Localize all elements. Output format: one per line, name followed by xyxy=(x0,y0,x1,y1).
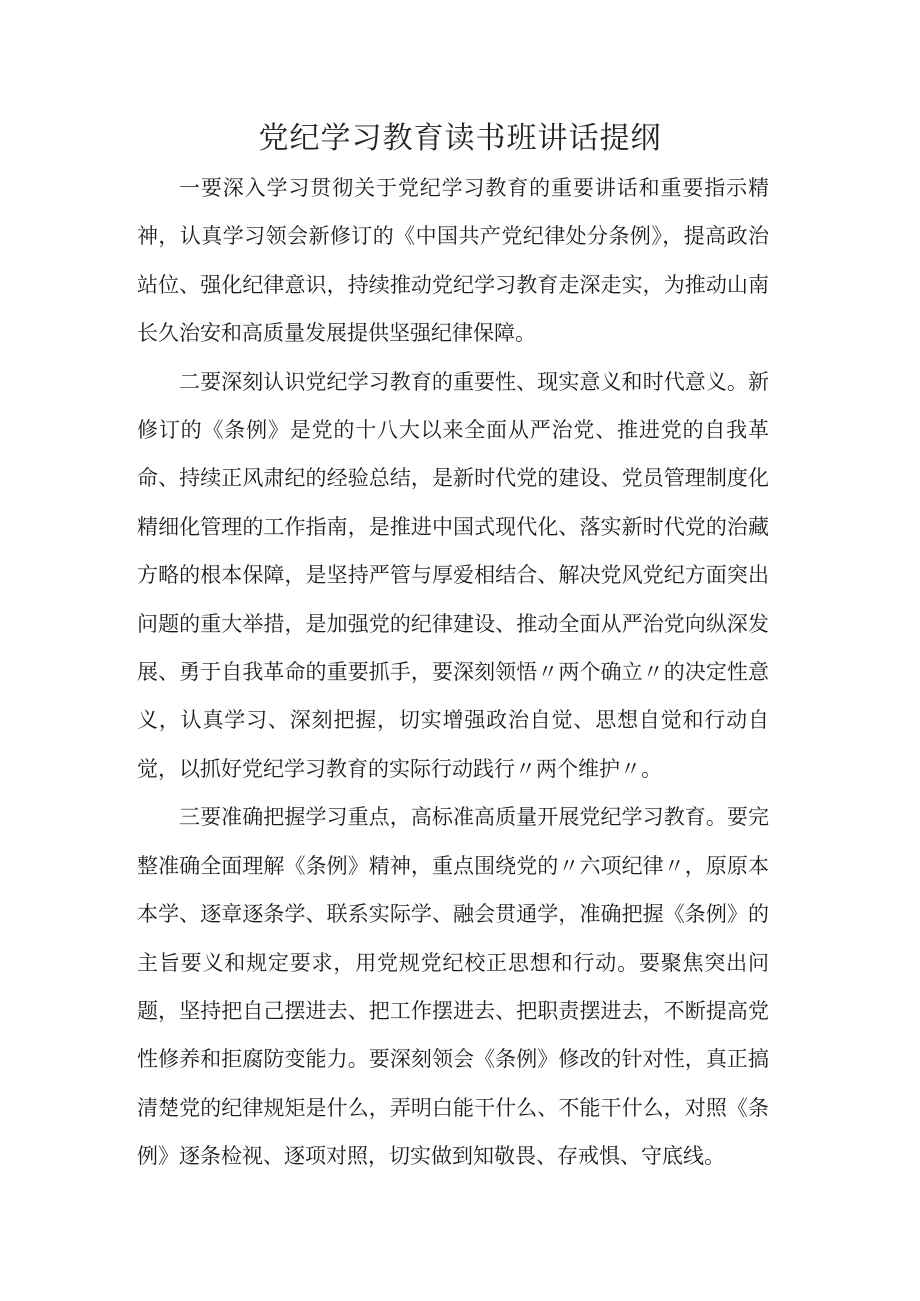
document-title: 党纪学习教育读书班讲话提纲 xyxy=(258,121,662,156)
paragraph-1: 一要深入学习贯彻关于党纪学习教育的重要讲话和重要指示精神，认真学习领会新修订的《中国共产党纪律处分条例》，提高政治站位、强化纪律意识，持续推动党纪学习教育走深走实，为推动山南长久治安和高质量发展提供坚强纪律保障。 xyxy=(137,176,769,346)
paragraph-2: 二要深刻认识党纪学习教育的重要性、现实意义和时代意义。新修订的《条例》是党的十八大以来全面从严治党、推进党的自我革命、持续正风肃纪的经验总结，是新时代党的建设、党员管理制度化精细化管理的工作指南，是推进中国式现代化、落实新时代党的治藏方略的根本保障，是坚持严管与厚爱相结合、解决党风党纪方面突出问题的重大举措，是加强党的纪律建设、推动全面从严治党向纵深发展、勇于自我革命的重要抓手，要深刻领悟〃两个确立〃的决定性意义，认真学习、深刻把握，切实增强政治自觉、思想自觉和行动自觉，以抓好党纪学习教育的实际行动践行〃两个维护〃。 xyxy=(137,369,769,781)
paragraph-3: 三要准确把握学习重点，高标准高质量开展党纪学习教育。要完整准确全面理解《条例》精神，重点围绕党的〃六项纪律〃，原原本本学、逐章逐条学、联系实际学、融会贯通学，准确把握《条例》的主旨要义和规定要求，用党规党纪校正思想和行动。要聚焦突出问题，坚持把自己摆进去、把工作摆进去、把职责摆进去，不断提高党性修养和拒腐防变能力。要深刻领会《条例》修改的针对性，真正搞清楚党的纪律规矩是什么，弄明白能干什么、不能干什么，对照《条例》逐条检视、逐项对照，切实做到知敬畏、存戒惧、守底线。 xyxy=(137,805,769,1169)
document-body xyxy=(137,164,769,1181)
